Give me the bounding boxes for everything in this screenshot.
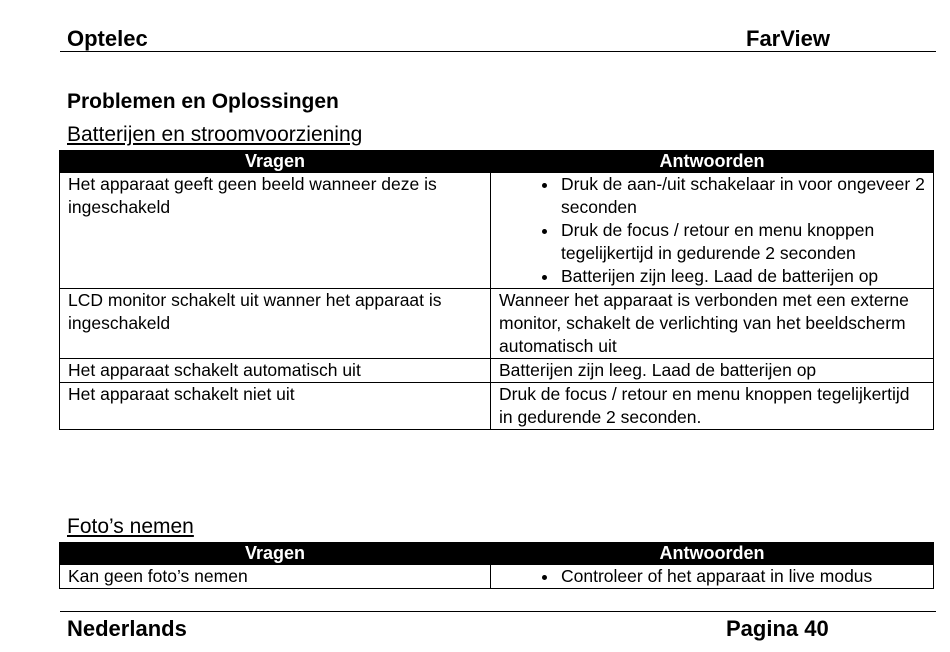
section-heading-photos: Foto’s nemen [67,515,194,538]
column-header-questions: Vragen [60,151,491,173]
footer-left: Nederlands [67,616,187,641]
question-cell: Kan geen foto’s nemen [60,565,491,589]
answer-item: • Controleer of het apparaat in live modus [559,565,927,588]
answer-list [499,565,927,588]
answer-cell: Wanneer het apparaat is verbonden met een externe monitor, schakelt de verlichting van het beeldscherm automatisch uit [491,289,934,359]
answer-cell [491,565,934,589]
footer-right: Pagina 40 [726,616,829,641]
answer-item: • Druk de aan-/uit schakelaar in voor ongeveer 2 seconden [559,173,927,219]
table-row [60,289,934,359]
question-cell: LCD monitor schakelt uit wanner het apparaat is ingeschakeld [60,289,491,359]
table-header-row [60,543,934,565]
answer-list [499,173,927,288]
header-rule [60,51,936,52]
table-row [60,383,934,430]
column-header-answers: Antwoorden [491,543,934,565]
column-header-questions: Vragen [60,543,491,565]
table-row [60,173,934,289]
answer-cell: Batterijen zijn leeg. Laad de batterijen op [491,359,934,383]
question-cell: Het apparaat schakelt automatisch uit [60,359,491,383]
faq-table-photos [59,542,934,589]
section-heading-batteries: Batterijen en stroomvoorziening [67,123,363,146]
table-row [60,565,934,589]
answer-cell: Druk de focus / retour en menu knoppen tegelijkertijd in gedurende 2 seconden. [491,383,934,430]
table-header-row [60,151,934,173]
question-cell: Het apparaat geeft geen beeld wanneer deze is ingeschakeld [60,173,491,289]
question-cell: Het apparaat schakelt niet uit [60,383,491,430]
column-header-answers: Antwoorden [491,151,934,173]
answer-item: • Batterijen zijn leeg. Laad de batterijen op [559,265,927,288]
header-left: Optelec [67,26,148,51]
footer-rule [60,611,936,612]
answer-item: • Druk de focus / retour en menu knoppen tegelijkertijd in gedurende 2 seconden [559,219,927,265]
header-right: FarView [746,26,830,51]
page-title: Problemen en Oplossingen [67,90,339,113]
faq-table-batteries [59,150,934,430]
table-row [60,359,934,383]
answer-cell [491,173,934,289]
